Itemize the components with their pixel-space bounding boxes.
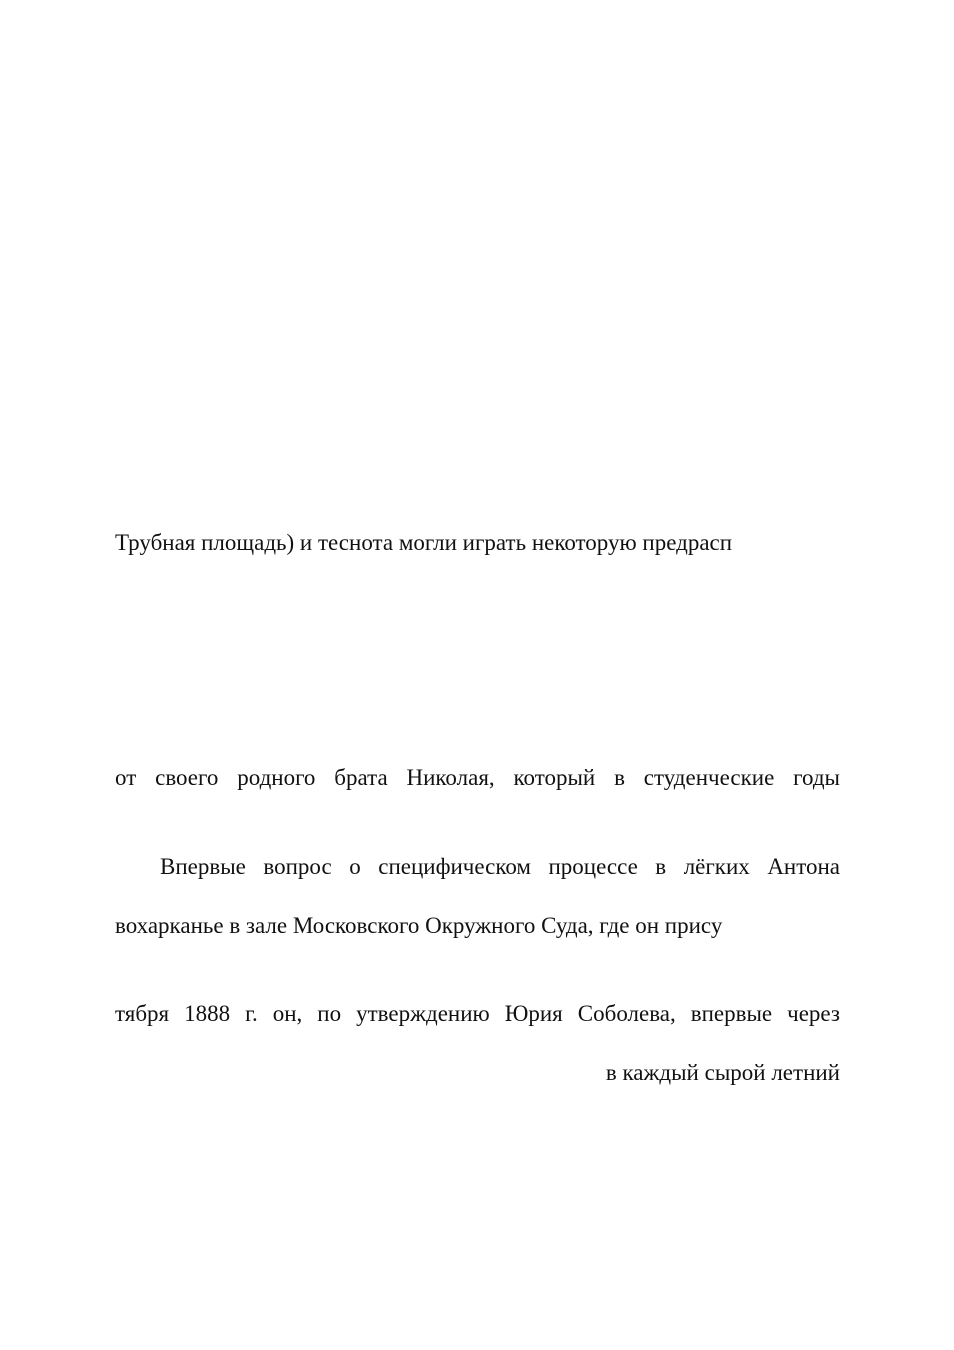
text-line-5: тября 1888 г. он, по утверждению Юрия Соболева, впервые через bbox=[115, 1001, 840, 1026]
text-line-3: Впервые вопрос о специфическом процессе в лёгких Антона bbox=[160, 854, 840, 879]
text-line-4: вохарканье в зале Московского Окружного Суда, где он прису bbox=[115, 913, 723, 938]
text-line-6: в каждый сырой летний bbox=[605, 1060, 840, 1085]
text-line-1: Трубная площадь) и теснота могли играть некоторую предрасп bbox=[115, 530, 733, 555]
text-line-2: от своего родного брата Николая, который в студенческие годы bbox=[115, 765, 840, 790]
